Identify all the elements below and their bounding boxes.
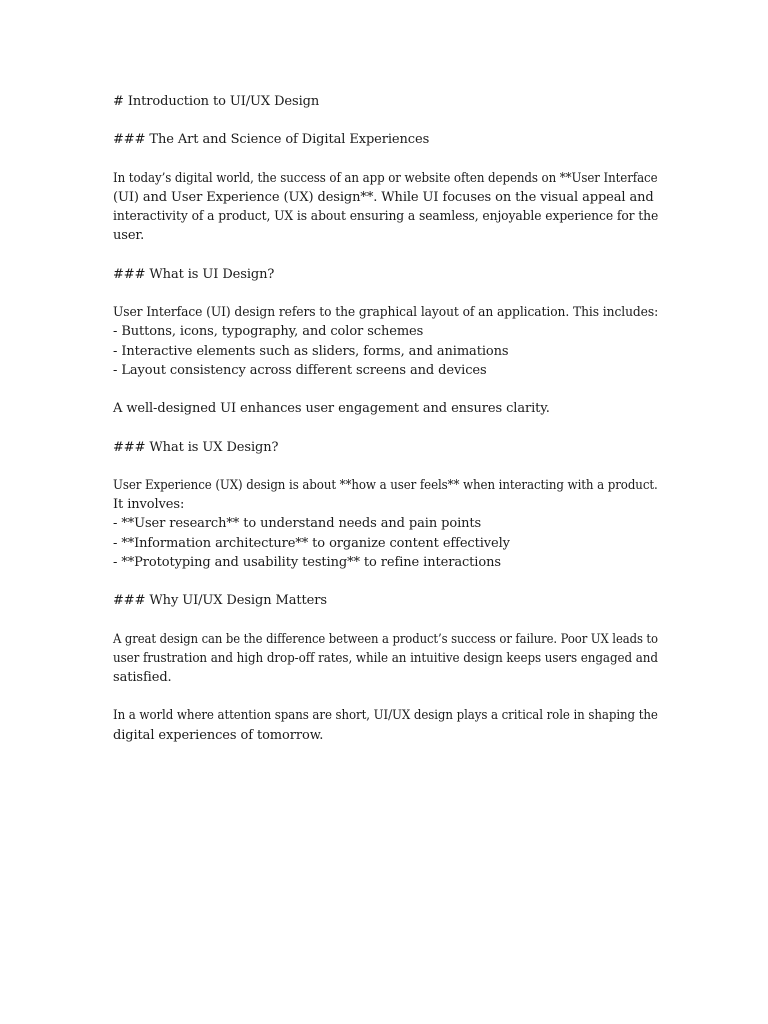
text-line: It involves: bbox=[113, 497, 185, 513]
list-item: - Interactive elements such as sliders, forms, and animations bbox=[113, 343, 509, 359]
text-line: digital experiences of tomorrow. bbox=[113, 727, 324, 743]
matters-paragraph bbox=[113, 630, 658, 688]
text-line: (UI) and User Experience (UX) design**. While UI focuses on the visual appeal and bbox=[113, 189, 654, 205]
document-subtitle bbox=[113, 130, 658, 149]
ui-design-heading bbox=[113, 265, 658, 284]
text-line: In today’s digital world, the success of an app or website often depends on **User Interface bbox=[113, 170, 658, 186]
closing-paragraph bbox=[113, 706, 658, 744]
document-title bbox=[113, 92, 658, 111]
ux-design-heading bbox=[113, 438, 658, 457]
heading-line: ### What is UI Design? bbox=[113, 266, 275, 282]
list-item: - **Information architecture** to organize content effectively bbox=[113, 535, 510, 551]
text-line: user. bbox=[113, 228, 145, 244]
text-line: user frustration and high drop-off rates, while an intuitive design keeps users engaged and bbox=[113, 650, 658, 666]
text-line: satisfied. bbox=[113, 669, 172, 685]
text-line: A great design can be the difference between a product’s success or failure. Poor UX leads to bbox=[113, 631, 658, 647]
intro-paragraph bbox=[113, 169, 658, 246]
title-line: # Introduction to UI/UX Design bbox=[113, 94, 320, 109]
list-item: - **User research** to understand needs and pain points bbox=[113, 516, 482, 532]
matters-heading bbox=[113, 591, 658, 610]
subtitle-line: ### The Art and Science of Digital Experiences bbox=[113, 132, 430, 148]
heading-line: ### Why UI/UX Design Matters bbox=[113, 593, 327, 609]
heading-line: ### What is UX Design? bbox=[113, 439, 279, 455]
text-line: In a world where attention spans are short, UI/UX design plays a critical role in shaping the bbox=[113, 708, 658, 724]
text-line: A well-designed UI enhances user engagement and ensures clarity. bbox=[113, 401, 550, 417]
list-item: - **Prototyping and usability testing** to refine interactions bbox=[113, 554, 501, 570]
text-line: interactivity of a product, UX is about ensuring a seamless, enjoyable experience for the bbox=[113, 209, 659, 225]
document-page bbox=[113, 92, 658, 764]
ui-summary-paragraph bbox=[113, 399, 658, 418]
ux-design-paragraph bbox=[113, 476, 658, 572]
ui-design-paragraph bbox=[113, 303, 658, 380]
list-item: - Buttons, icons, typography, and color schemes bbox=[113, 324, 424, 340]
list-item: - Layout consistency across different screens and devices bbox=[113, 362, 487, 378]
text-line: User Experience (UX) design is about **how a user feels** when interacting with a product. bbox=[113, 477, 658, 493]
text-line: User Interface (UI) design refers to the graphical layout of an application. This includes: bbox=[113, 305, 659, 321]
